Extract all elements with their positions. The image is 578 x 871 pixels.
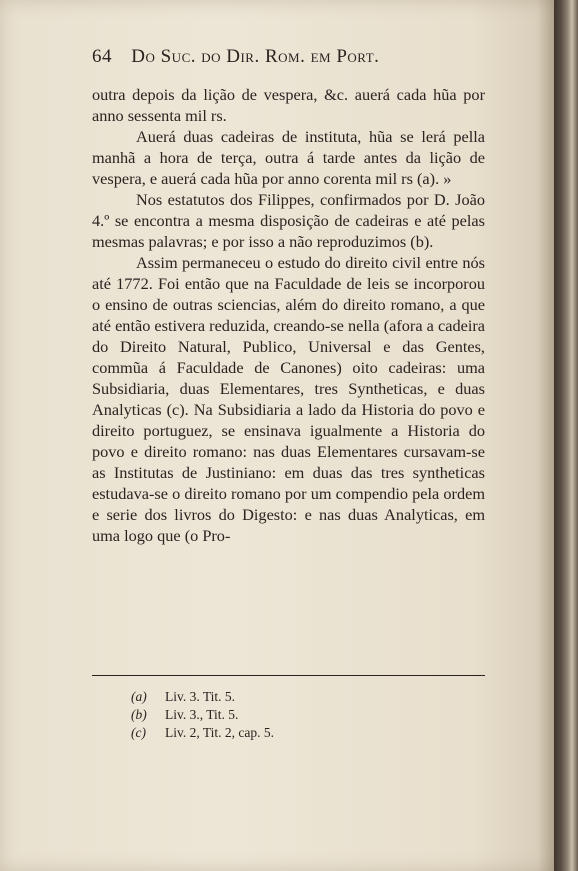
- page-number: 64: [92, 46, 112, 67]
- footnotes: [131, 688, 391, 742]
- paragraph: outra depois da lição de vespera, &c. auerá cada hũa por anno sessenta mil rs.: [92, 85, 485, 125]
- paragraph: Auerá duas cadeiras de instituta, hũa se lerá pella manhã a hora de terça, outra á tarde antes da lição de vespera, e auerá cada hũa por anno corenta mil rs (a). »: [92, 127, 485, 188]
- footnote: [131, 706, 391, 724]
- footnote-mark: (a): [131, 689, 147, 704]
- book-spine: [554, 0, 578, 871]
- paragraph: Nos estatutos dos Filippes, confirmados por D. João 4.º se encontra a mesma disposição de cadeiras e até pelas mesmas palavras; e por isso a não reproduzimos (b).: [92, 190, 485, 251]
- footnote-mark: (c): [131, 725, 146, 740]
- main-text: [92, 84, 485, 546]
- footnote-text: Liv. 3., Tit. 5.: [165, 707, 239, 722]
- running-title: Do Suc. do Dir. Rom. em Port.: [131, 46, 380, 67]
- footnote-mark: (b): [131, 707, 147, 722]
- footnote: [131, 688, 391, 706]
- footnote-text: Liv. 3. Tit. 5.: [165, 689, 236, 704]
- footnote-text: Liv. 2, Tit. 2, cap. 5.: [165, 725, 275, 740]
- footnote: [131, 724, 391, 742]
- footnote-rule: [92, 675, 485, 676]
- running-header: [92, 46, 492, 74]
- paragraph: Assim permaneceu o estudo do direito civil entre nós até 1772. Foi então que na Faculdade de leis se incorporou o ensino de outras sciencias, além do direito romano, a que até então estivera reduzida, creando-se nella (afora a cadeira do Direito Natural, Publico, Universal e das Gentes, commũa á Faculdade de Canones) oito cadeiras: uma Subsidiaria, duas Elementares, tres Syntheticas, e duas Analyticas (c). Na Subsidiaria a lado da Historia do povo e direito portuguez, se ensinava igualmente a Historia do povo e direito romano: nas duas Elementares cursavam-se as Institutas de Justiniano: em duas das tres syntheticas estudava-se o direito romano por um compendio pela ordem e serie dos livros do Digesto: e nas duas Analyticas, em uma logo que (o Pro-: [92, 253, 485, 545]
